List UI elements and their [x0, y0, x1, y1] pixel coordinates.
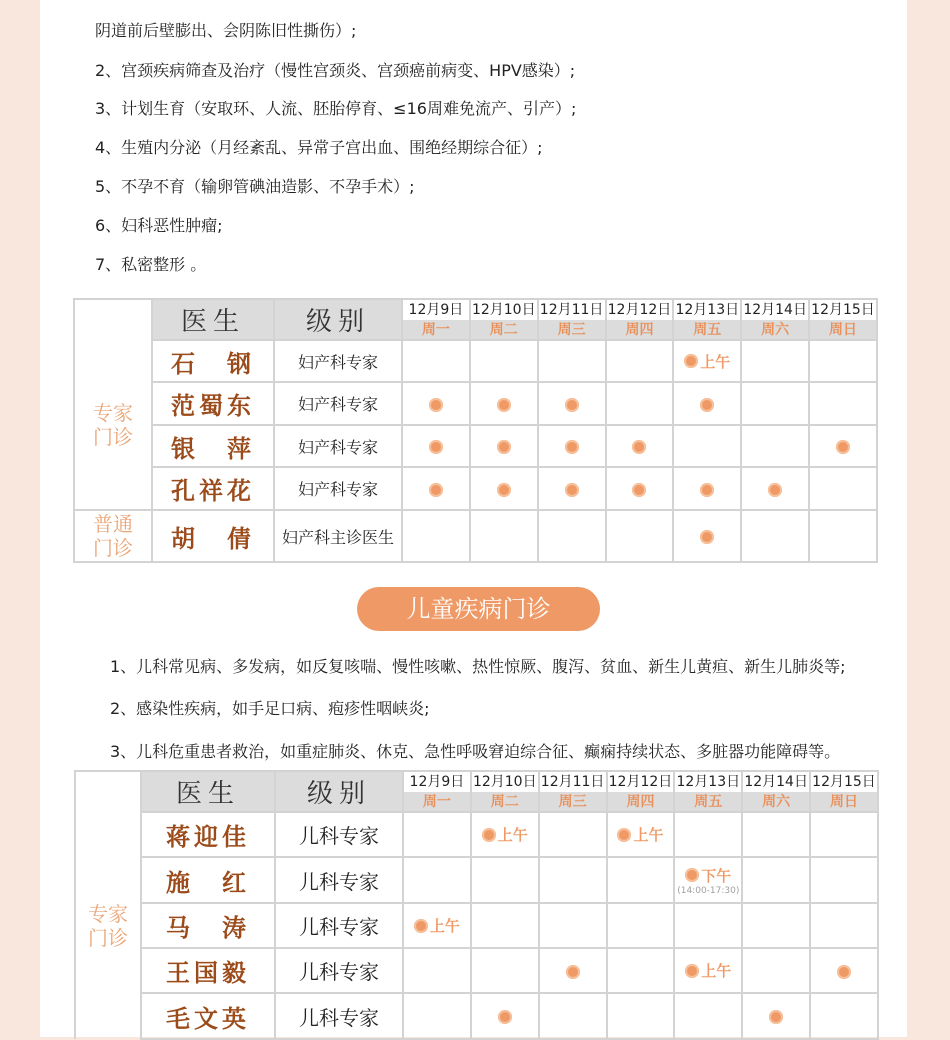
header-weekday: 周六 [741, 320, 809, 340]
clinic-dot-icon [700, 530, 714, 544]
schedule-cell [538, 467, 606, 510]
list-item: 4、生殖内分泌（月经紊乱、异常子宫出血、围绝经期综合征）; [95, 138, 543, 157]
schedule-cell [403, 993, 471, 1039]
schedule-cell [539, 812, 607, 857]
header-date: 12月14日 [741, 299, 809, 320]
schedule-cell [742, 812, 810, 857]
schedule-cell [809, 382, 877, 425]
table-row [75, 993, 878, 1039]
session-label: 上午 [633, 826, 664, 844]
peds-section-title: 儿童疾病门诊 [357, 587, 600, 631]
clinic-dot-icon [837, 965, 851, 979]
doctor-name: 孔祥花 [152, 467, 274, 510]
schedule-cell [607, 993, 675, 1039]
group-label-expert: 专家 门诊 [74, 340, 152, 510]
session-label: 上午 [497, 826, 528, 844]
header-weekday: 周日 [810, 792, 878, 812]
session-label: 上午 [700, 352, 731, 371]
schedule-cell [403, 812, 471, 857]
schedule-cell [673, 340, 741, 382]
doctor-level: 妇产科主诊医生 [274, 510, 402, 562]
clinic-dot-icon [414, 919, 428, 933]
doctor-level: 妇产科专家 [274, 382, 402, 425]
schedule-cell [470, 382, 538, 425]
header-level: 级别 [275, 771, 403, 812]
schedule-cell [402, 382, 470, 425]
schedule-cell [741, 425, 809, 467]
doctor-level: 妇产科专家 [274, 467, 402, 510]
schedule-cell [470, 510, 538, 562]
clinic-dot-icon [497, 398, 511, 412]
schedule-cell [673, 467, 741, 510]
doctor-level: 妇产科专家 [274, 425, 402, 467]
schedule-cell [538, 425, 606, 467]
clinic-dot-icon [498, 1010, 512, 1024]
schedule-cell [539, 857, 607, 903]
schedule-cell [742, 857, 810, 903]
list-item: 6、妇科恶性肿瘤; [95, 216, 223, 235]
list-item: 2、感染性疾病，如手足口病、疱疹性咽峡炎; [110, 699, 430, 718]
schedule-cell [539, 993, 607, 1039]
header-blank [75, 771, 141, 812]
clinic-dot-icon [836, 440, 850, 454]
doctor-level: 儿科专家 [275, 993, 403, 1039]
group-label-expert: 专家 门诊 [75, 812, 141, 1039]
schedule-cell [674, 857, 742, 903]
doctor-level: 儿科专家 [275, 857, 403, 903]
doctor-name: 银 萍 [152, 425, 274, 467]
list-item: 7、私密整形 。 [95, 255, 207, 274]
schedule-cell [809, 425, 877, 467]
header-weekday: 周三 [538, 320, 606, 340]
clinic-dot-icon [685, 868, 699, 882]
schedule-cell [539, 903, 607, 948]
schedule-cell [539, 948, 607, 993]
schedule-cell [606, 382, 674, 425]
clinic-dot-icon [617, 828, 631, 842]
schedule-cell [471, 948, 539, 993]
header-weekday: 周一 [402, 320, 470, 340]
header-date: 12月9日 [402, 299, 470, 320]
clinic-dot-icon [769, 1010, 783, 1024]
schedule-cell [538, 382, 606, 425]
schedule-cell [471, 857, 539, 903]
header-date: 12月10日 [470, 299, 538, 320]
schedule-cell [810, 812, 878, 857]
schedule-cell [810, 993, 878, 1039]
header-doctor: 医生 [141, 771, 275, 812]
list-item: 3、计划生育（安取环、人流、胚胎停育、≤16周难免流产、引产）; [95, 99, 577, 118]
schedule-cell [470, 467, 538, 510]
schedule-cell [674, 903, 742, 948]
header-date: 12月10日 [471, 771, 539, 792]
schedule-cell [402, 467, 470, 510]
clinic-dot-icon [429, 440, 443, 454]
header-date: 12月13日 [673, 299, 741, 320]
schedule-cell [606, 510, 674, 562]
list-item: 3、儿科危重患者救治，如重症肺炎、休克、急性呼吸窘迫综合征、癫痫持续状态、多脏器功能障碍等。 [110, 742, 841, 761]
schedule-cell [471, 903, 539, 948]
header-weekday: 周四 [607, 792, 675, 812]
schedule-cell [809, 467, 877, 510]
list-item: 阴道前后壁膨出、会阴陈旧性撕伤）; [95, 21, 357, 40]
schedule-cell [607, 948, 675, 993]
schedule-cell [742, 903, 810, 948]
gyn-schedule-table [73, 298, 878, 563]
doctor-name: 胡 倩 [152, 510, 274, 562]
header-date: 12月15日 [809, 299, 877, 320]
schedule-cell [810, 857, 878, 903]
schedule-cell [809, 340, 877, 382]
list-item: 5、不孕不育（输卵管碘油造影、不孕手术）; [95, 177, 415, 196]
clinic-dot-icon [684, 354, 698, 368]
table-row [74, 340, 877, 382]
clinic-dot-icon [565, 398, 579, 412]
schedule-cell [742, 993, 810, 1039]
clinic-dot-icon [497, 440, 511, 454]
schedule-cell [606, 425, 674, 467]
session-time-note: (14:00-17:30) [677, 885, 740, 896]
clinic-dot-icon [632, 440, 646, 454]
header-weekday: 周二 [471, 792, 539, 812]
clinic-dot-icon [700, 398, 714, 412]
clinic-dot-icon [768, 483, 782, 497]
clinic-dot-icon [685, 964, 699, 978]
schedule-cell [402, 510, 470, 562]
list-item: 1、儿科常见病、多发病，如反复咳喘、慢性咳嗽、热性惊厥、腹泻、贫血、新生儿黄疸、新生儿肺炎等; [110, 657, 846, 676]
schedule-cell [403, 857, 471, 903]
clinic-dot-icon [632, 483, 646, 497]
header-weekday: 周六 [742, 792, 810, 812]
group-label-general: 普通 门诊 [74, 510, 152, 562]
schedule-cell [742, 948, 810, 993]
header-date: 12月11日 [539, 771, 607, 792]
schedule-cell [674, 812, 742, 857]
header-doctor: 医生 [152, 299, 274, 340]
header-weekday: 周三 [539, 792, 607, 812]
header-weekday: 周四 [606, 320, 674, 340]
schedule-cell [810, 948, 878, 993]
clinic-dot-icon [429, 483, 443, 497]
table-row [75, 812, 878, 857]
doctor-level: 妇产科专家 [274, 340, 402, 382]
doctor-name: 蒋迎佳 [141, 812, 275, 857]
schedule-cell [538, 510, 606, 562]
schedule-cell [674, 948, 742, 993]
schedule-cell [538, 340, 606, 382]
schedule-cell [741, 467, 809, 510]
schedule-cell [471, 812, 539, 857]
schedule-cell [402, 425, 470, 467]
table-row [75, 903, 878, 948]
schedule-cell [606, 467, 674, 510]
schedule-cell [471, 993, 539, 1039]
table-row [74, 510, 877, 562]
doctor-name: 石 钢 [152, 340, 274, 382]
schedule-cell [607, 812, 675, 857]
schedule-cell [810, 903, 878, 948]
header-weekday: 周五 [674, 792, 742, 812]
header-date: 12月11日 [538, 299, 606, 320]
header-weekday: 周二 [470, 320, 538, 340]
schedule-cell [741, 340, 809, 382]
clinic-dot-icon [700, 483, 714, 497]
doctor-level: 儿科专家 [275, 812, 403, 857]
doctor-name: 施 红 [141, 857, 275, 903]
table-row [75, 948, 878, 993]
schedule-cell [674, 993, 742, 1039]
session-label: 下午 [701, 866, 732, 885]
session-label: 上午 [701, 962, 732, 980]
header-weekday: 周日 [809, 320, 877, 340]
header-date: 12月15日 [810, 771, 878, 792]
clinic-dot-icon [497, 483, 511, 497]
header-date: 12月9日 [403, 771, 471, 792]
table-row [74, 467, 877, 510]
clinic-dot-icon [565, 440, 579, 454]
schedule-cell [470, 340, 538, 382]
header-level: 级别 [274, 299, 402, 340]
schedule-cell [607, 903, 675, 948]
header-date: 12月12日 [606, 299, 674, 320]
clinic-dot-icon [482, 828, 496, 842]
schedule-cell [403, 948, 471, 993]
session-label: 上午 [429, 917, 460, 935]
list-item: 2、宫颈疾病筛查及治疗（慢性宫颈炎、宫颈癌前病变、HPV感染）; [95, 61, 576, 80]
header-blank [74, 299, 152, 340]
schedule-cell [673, 382, 741, 425]
table-row [74, 425, 877, 467]
header-date: 12月13日 [674, 771, 742, 792]
schedule-cell [809, 510, 877, 562]
schedule-cell [741, 382, 809, 425]
clinic-dot-icon [566, 965, 580, 979]
schedule-cell [606, 340, 674, 382]
schedule-cell [741, 510, 809, 562]
doctor-level: 儿科专家 [275, 903, 403, 948]
schedule-cell [403, 903, 471, 948]
header-date: 12月12日 [607, 771, 675, 792]
doctor-name: 王国毅 [141, 948, 275, 993]
schedule-cell [673, 510, 741, 562]
header-date: 12月14日 [742, 771, 810, 792]
schedule-cell [402, 340, 470, 382]
doctor-level: 儿科专家 [275, 948, 403, 993]
doctor-name: 毛文英 [141, 993, 275, 1039]
clinic-dot-icon [565, 483, 579, 497]
doctor-name: 马 涛 [141, 903, 275, 948]
header-weekday: 周一 [403, 792, 471, 812]
schedule-cell [673, 425, 741, 467]
table-row [75, 857, 878, 903]
schedule-cell [607, 857, 675, 903]
clinic-dot-icon [429, 398, 443, 412]
table-row [74, 382, 877, 425]
header-weekday: 周五 [673, 320, 741, 340]
doctor-name: 范蜀东 [152, 382, 274, 425]
peds-schedule-table [74, 770, 879, 1040]
schedule-cell [470, 425, 538, 467]
